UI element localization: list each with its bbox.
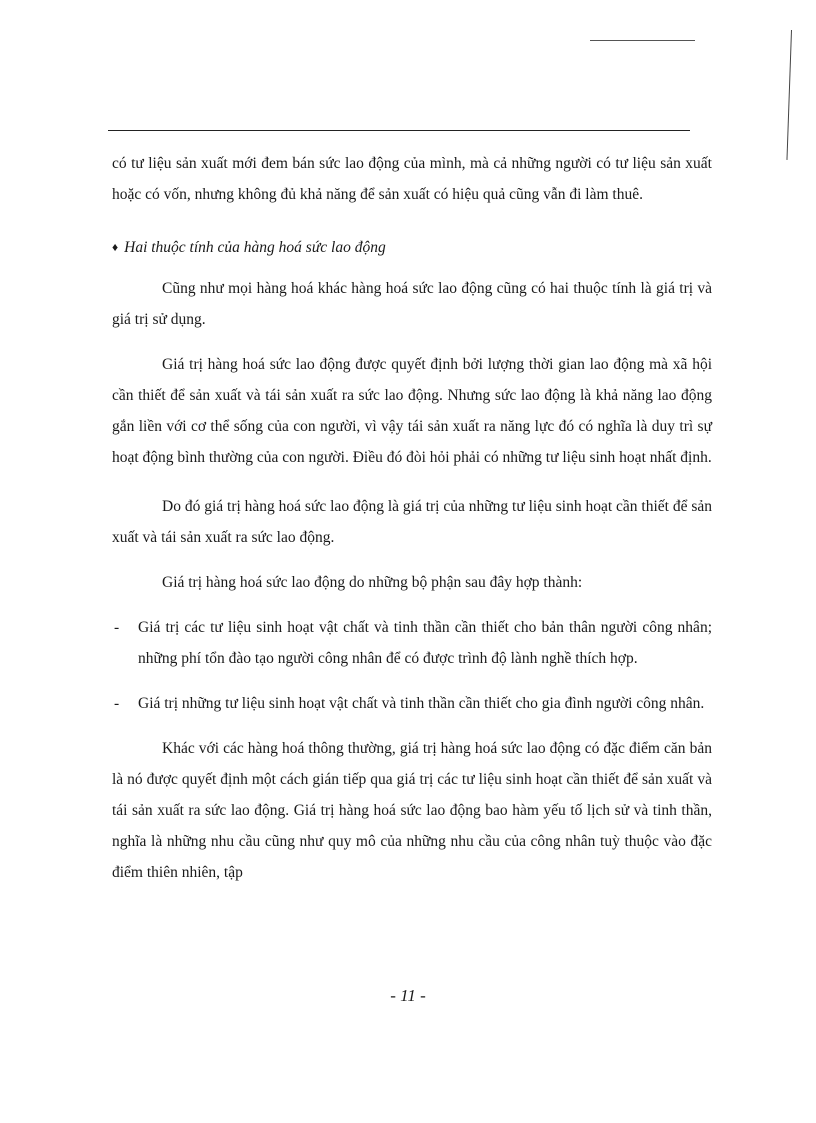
closing-paragraph: Khác với các hàng hoá thông thường, giá trị hàng hoá sức lao động có đặc điểm căn bản là nó được quyết định một cách gián tiếp qua giá trị các tư liệu sinh hoạt cần thiết để sản xuất và tái sản xuất ra sức lao động. Giá trị hàng hoá sức lao động bao hàm yếu tố lịch sử và tinh thần, nghĩa là những nhu cầu cũng như quy mô của những nhu cầu của công nhân tuỳ thuộc vào đặc điểm thiên nhiên, tập <box>112 740 712 881</box>
diamond-bullet-icon: ♦ <box>112 240 119 254</box>
continuation-paragraph: có tư liệu sản xuất mới đem bán sức lao động của mình, mà cả những người có tư liệu sản xuất hoặc có vốn, nhưng không đủ khả năng để sản xuất có hiệu quả cũng vẫn đi làm thuê. <box>112 155 712 203</box>
top-decorative-rule <box>590 40 695 41</box>
paragraph-3: Do đó giá trị hàng hoá sức lao động là giá trị của những tư liệu sinh hoạt cần thiết để sản xuất và tái sản xuất ra sức lao động. <box>112 498 712 546</box>
dash-bullet-icon: - <box>114 695 120 712</box>
paragraph-1: Cũng như mọi hàng hoá khác hàng hoá sức lao động cũng có hai thuộc tính là giá trị và giá trị sử dụng. <box>112 280 712 328</box>
paragraph-2: Giá trị hàng hoá sức lao động được quyết định bởi lượng thời gian lao động mà xã hội cần thiết để sản xuất và tái sản xuất ra sức lao động. Nhưng sức lao động là khả năng lao động gắn liền với cơ thể sống của con người, vì vậy tái sản xuất ra năng lực đó có nghĩa là duy trì sự hoạt động bình thường của con người. Điều đó đòi hỏi phải có những tư liệu sinh hoạt nhất định. <box>112 356 712 466</box>
list-item <box>112 612 712 674</box>
page-number: - 11 - <box>390 986 426 1005</box>
paragraph-4: Giá trị hàng hoá sức lao động do những bộ phận sau đây hợp thành: <box>162 574 583 591</box>
scan-edge-line <box>786 30 792 160</box>
page-body <box>112 148 712 888</box>
header-rule <box>108 130 690 131</box>
section-heading-text: Hai thuộc tính của hàng hoá sức lao động <box>124 239 386 256</box>
section-heading <box>112 234 712 261</box>
list-item-text: Giá trị các tư liệu sinh hoạt vật chất và tinh thần cần thiết cho bản thân người công nhân; những phí tổn đào tạo người công nhân để có được trình độ lành nghề thích hợp. <box>138 619 712 667</box>
list-item-text: Giá trị những tư liệu sinh hoạt vật chất và tinh thần cần thiết cho gia đình người công nhân. <box>138 695 705 712</box>
list-item <box>112 688 712 719</box>
dash-bullet-icon: - <box>114 619 120 636</box>
